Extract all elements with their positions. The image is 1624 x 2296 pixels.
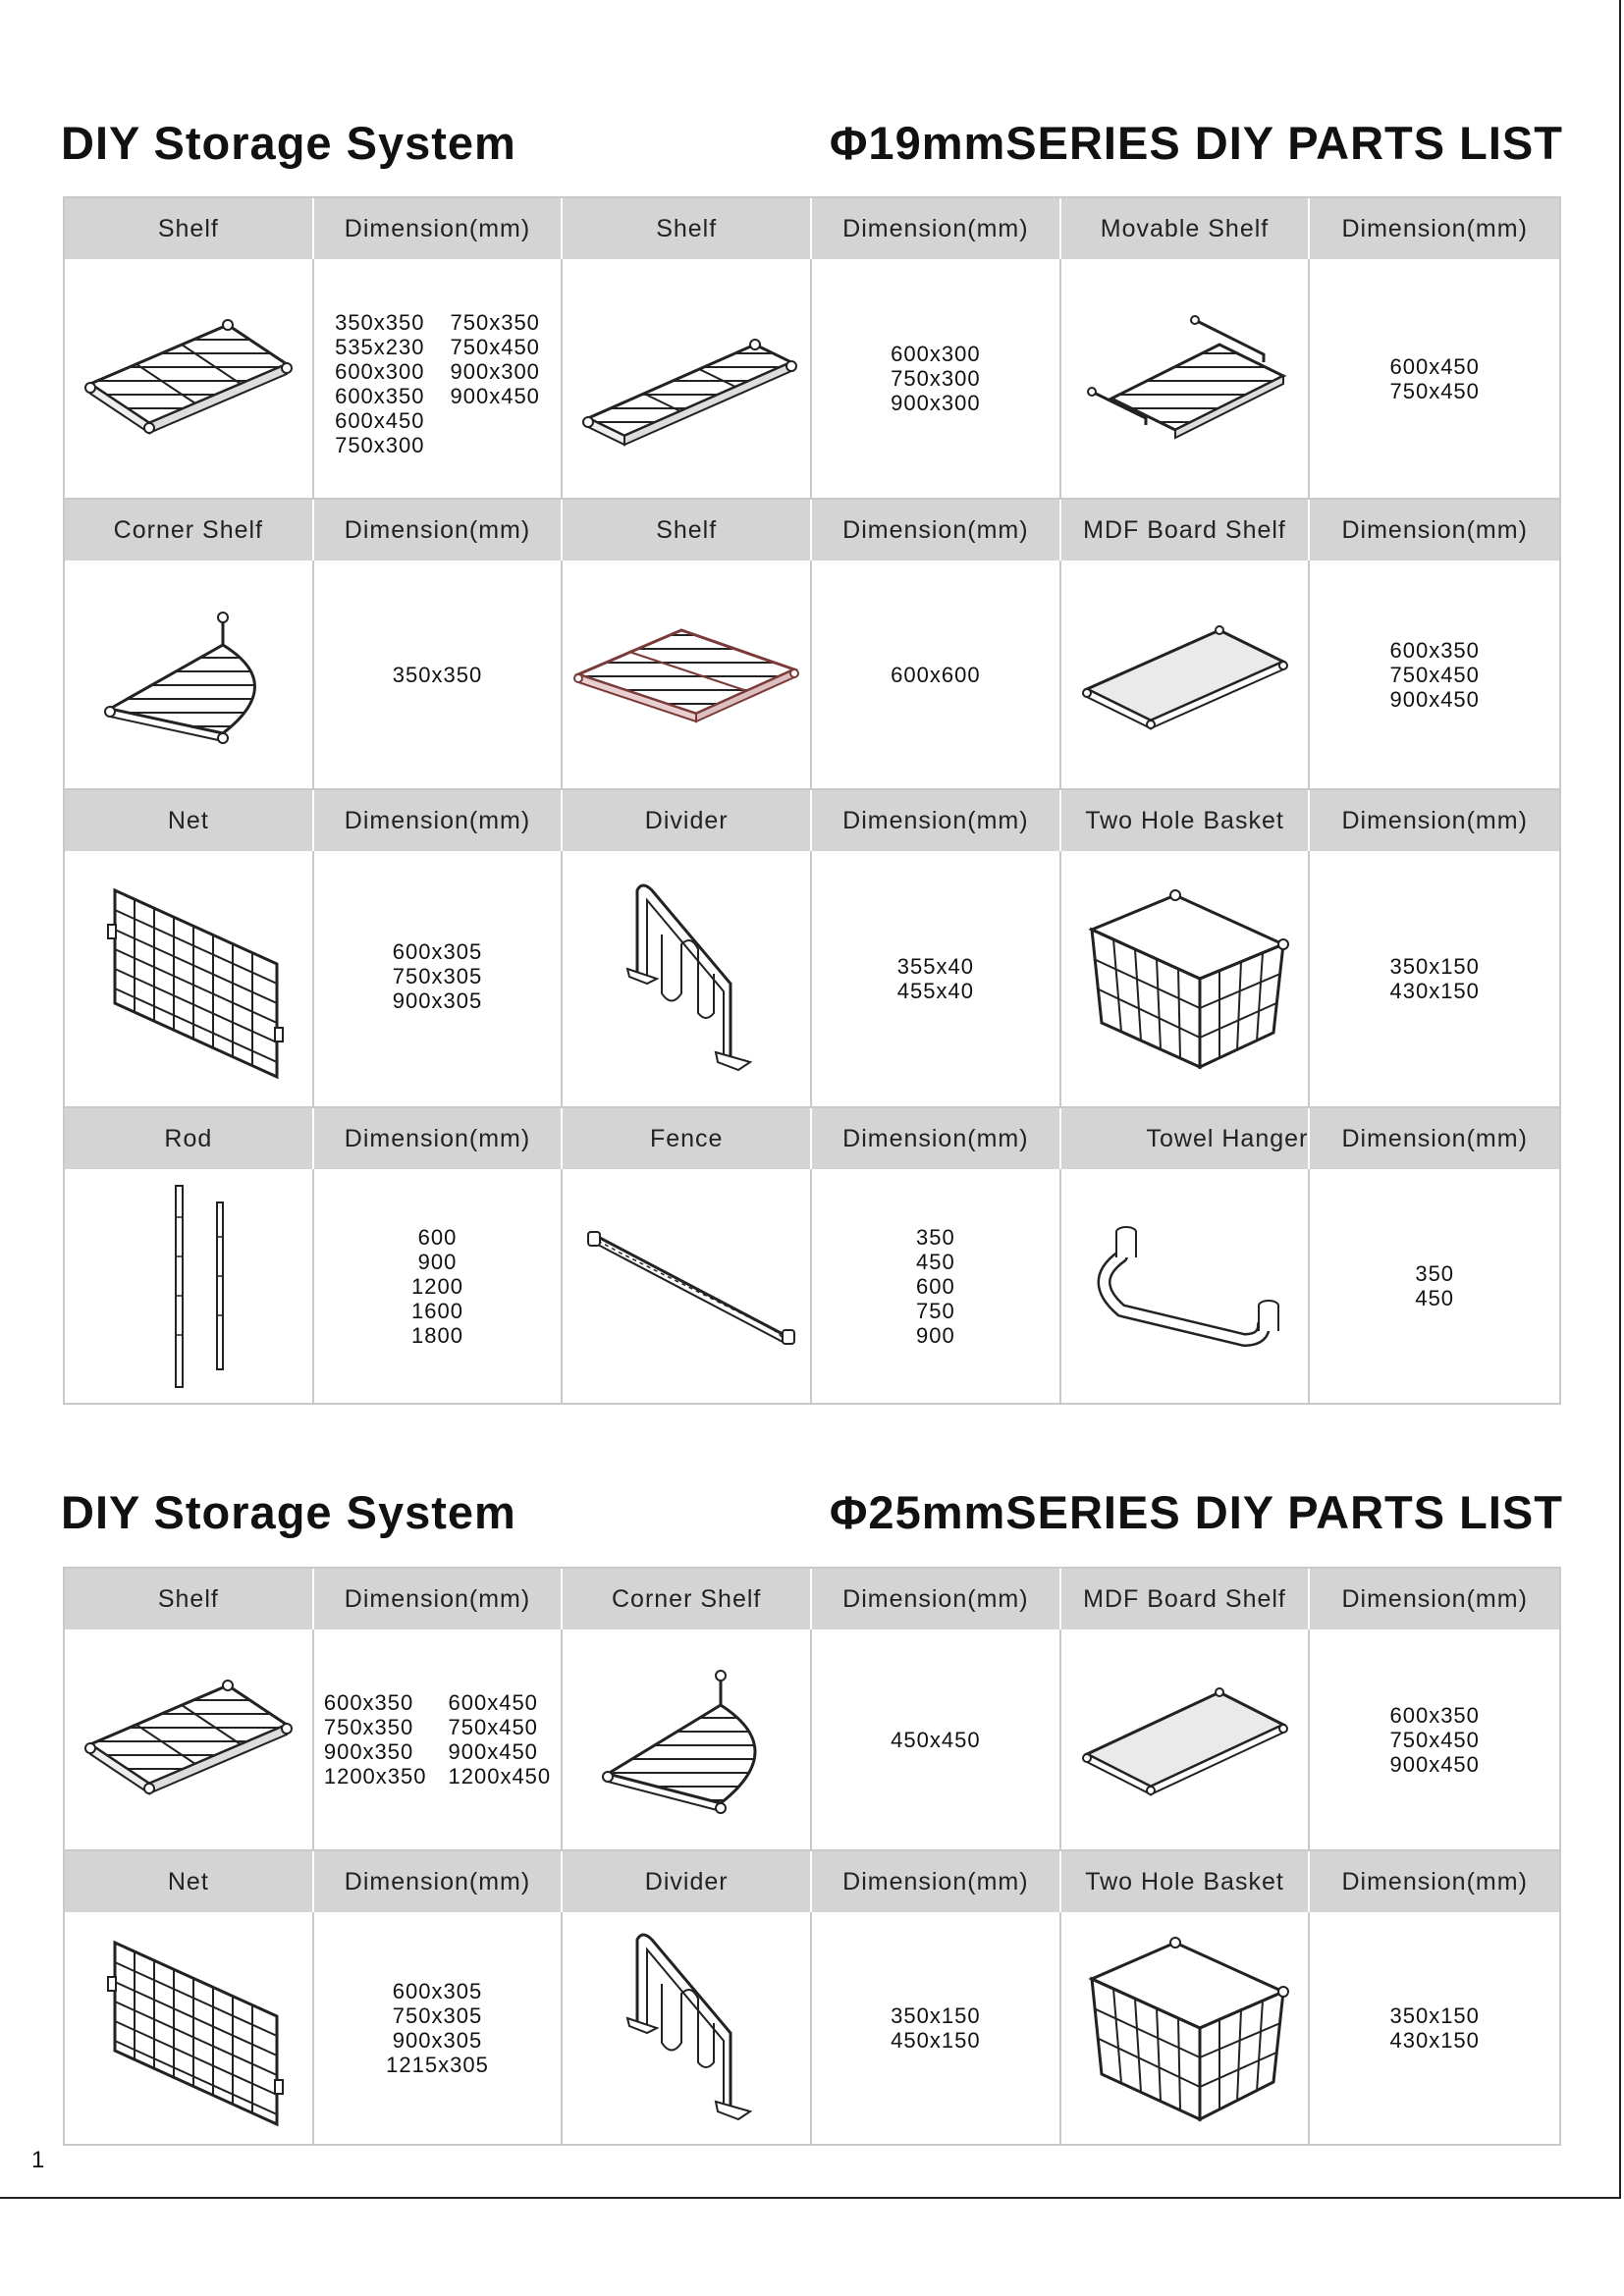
narrow-shelf-image	[563, 259, 812, 498]
dimension-value: 600x600	[891, 662, 981, 687]
dimension-value: 1200x450	[448, 1764, 552, 1789]
dimension-value: 750x450	[1389, 378, 1480, 403]
square-corner-shelf-image	[563, 561, 812, 788]
dimension-value: 600	[915, 1273, 955, 1299]
dimension-value: 535x230	[335, 335, 425, 359]
divider-image	[563, 851, 812, 1106]
corner-shelf-image	[65, 561, 314, 788]
dimension-value: 900x305	[392, 2028, 483, 2053]
two-hole-basket-image	[1061, 1912, 1311, 2144]
dimension-value: 900x300	[891, 391, 981, 415]
header-cell: Net	[65, 1851, 314, 1912]
section2-parts-table	[63, 1567, 1561, 2146]
table-body-row	[65, 259, 1559, 500]
header-cell: Dimension(mm)	[1341, 214, 1528, 242]
dimension-value: 600x350	[1389, 637, 1480, 663]
table-header-row	[65, 1851, 1559, 1912]
movable-shelf-image	[1061, 259, 1311, 498]
dimension-value: 430x150	[1389, 979, 1480, 1003]
dimension-cell	[314, 1629, 564, 1849]
dimension-value: 750x350	[323, 1715, 414, 1739]
table-header-row	[65, 198, 1559, 259]
header-cell: Dimension(mm)	[314, 1569, 564, 1629]
dimension-value: 600x350	[335, 384, 425, 408]
header-cell: Dimension(mm)	[1341, 1124, 1528, 1152]
header-cell: Shelf	[563, 198, 812, 259]
dimension-cell	[314, 1912, 564, 2144]
section1-title-left: DIY Storage System	[61, 117, 516, 169]
header-cell: Dimension(mm)	[1341, 1584, 1528, 1613]
dimension-value: 355x40	[896, 954, 974, 979]
dimension-value: 1215x305	[386, 2053, 489, 2077]
dimension-value	[451, 408, 540, 433]
table-body-row	[65, 1629, 1559, 1851]
dimension-value: 750x450	[1389, 1727, 1480, 1752]
net-image	[65, 851, 314, 1106]
dimension-value: 600x350	[323, 1690, 414, 1715]
dimension-cell	[314, 851, 564, 1106]
dimension-value: 900x300	[450, 359, 540, 384]
header-cell: Two Hole Basket	[1061, 790, 1311, 851]
dimension-value	[451, 433, 540, 457]
header-cell: Shelf	[65, 1569, 314, 1629]
dimension-cell	[812, 561, 1061, 788]
dimension-value: 1200	[411, 1273, 463, 1299]
towel-hanger-image	[1061, 1169, 1311, 1403]
section1-title-right: Φ19mmSERIES DIY PARTS LIST	[829, 117, 1563, 169]
header-cell: Dimension(mm)	[314, 1108, 564, 1169]
dimension-value: 900x450	[1389, 686, 1480, 712]
section2-title-left: DIY Storage System	[61, 1486, 516, 1538]
section1-parts-table	[63, 196, 1561, 1405]
table-body-row	[65, 851, 1559, 1108]
two-hole-basket-image	[1061, 851, 1311, 1106]
header-cell: MDF Board Shelf	[1061, 500, 1311, 561]
dimension-value: 750x300	[891, 366, 981, 391]
dimension-value: 750x305	[392, 2003, 483, 2028]
header-cell: Divider	[563, 790, 812, 851]
header-cell: Divider	[563, 1851, 812, 1912]
dimension-value: 1800	[411, 1322, 463, 1348]
header-cell: Shelf	[65, 198, 314, 259]
dimension-value: 600x300	[335, 359, 425, 384]
header-cell: Rod	[65, 1108, 314, 1169]
header-cell: Dimension(mm)	[812, 790, 1061, 851]
dimension-cell	[812, 1169, 1061, 1403]
page-number: 1	[31, 2147, 45, 2173]
dimension-value: 900x450	[1389, 1751, 1480, 1777]
header-cell: Dimension(mm)	[812, 198, 1061, 259]
dimension-value: 600x305	[392, 939, 483, 964]
divider-image	[563, 1912, 812, 2144]
dimension-value: 900	[915, 1322, 955, 1348]
wire-shelf-image	[65, 259, 314, 498]
dimension-value: 600x450	[1389, 353, 1480, 379]
header-cell: Towel Hanger	[1061, 1108, 1311, 1169]
fence-image	[563, 1169, 812, 1403]
header-cell: Dimension(mm)	[314, 790, 564, 851]
dimension-cell	[1310, 1169, 1559, 1403]
wire-shelf-image	[65, 1629, 314, 1849]
dimension-value: 350x350	[335, 310, 425, 335]
header-cell: Two Hole Basket	[1061, 1851, 1311, 1912]
dimension-value: 750x450	[1389, 662, 1480, 687]
header-cell: Shelf	[563, 500, 812, 561]
header-cell: Dimension(mm)	[812, 1108, 1061, 1169]
dimension-value: 600x300	[891, 342, 981, 366]
dimension-cell	[1310, 851, 1559, 1106]
dimension-value: 750x350	[450, 310, 540, 335]
dimension-value: 900x305	[392, 988, 483, 1013]
dimension-value: 450	[915, 1249, 955, 1274]
dimension-value: 450	[1415, 1286, 1455, 1310]
table-body-row	[65, 1912, 1559, 2144]
dimension-value: 455x40	[896, 979, 974, 1003]
header-cell: Corner Shelf	[563, 1569, 812, 1629]
dimension-value: 430x150	[1389, 2028, 1480, 2053]
dimension-value: 350x150	[1389, 2003, 1480, 2028]
dimension-value: 750x450	[450, 335, 540, 359]
header-cell: Net	[65, 790, 314, 851]
header-cell: Dimension(mm)	[314, 198, 564, 259]
header-cell: Dimension(mm)	[812, 1851, 1061, 1912]
dimension-cell	[812, 851, 1061, 1106]
dimension-cell	[812, 259, 1061, 498]
dimension-cell	[314, 259, 564, 498]
dimension-value: 750x450	[448, 1715, 538, 1739]
dimension-value: 450x450	[891, 1727, 981, 1752]
table-body-row	[65, 1169, 1559, 1403]
dimension-value: 450x150	[891, 2028, 981, 2053]
dimension-value: 750x305	[392, 964, 483, 988]
header-cell: Dimension(mm)	[314, 1851, 564, 1912]
mdf-board-shelf-image	[1061, 1629, 1311, 1849]
header-cell: Dimension(mm)	[1341, 1867, 1528, 1896]
dimension-value: 600x350	[1389, 1702, 1480, 1728]
dimension-value: 1600	[411, 1298, 463, 1323]
dimension-value: 350x150	[1389, 954, 1480, 979]
header-cell: Dimension(mm)	[1341, 515, 1528, 544]
dimension-value: 750x300	[335, 433, 425, 457]
dimension-cell	[1310, 561, 1559, 788]
table-header-row	[65, 1108, 1559, 1169]
net-image	[65, 1912, 314, 2144]
dimension-cell	[812, 1629, 1061, 1849]
header-cell: Corner Shelf	[65, 500, 314, 561]
dimension-value: 600	[417, 1224, 458, 1250]
dimension-value: 1200x350	[323, 1764, 427, 1789]
dimension-value: 350	[915, 1224, 955, 1250]
header-cell: Dimension(mm)	[314, 500, 564, 561]
dimension-value: 350x350	[392, 662, 483, 687]
dimension-value: 900x350	[323, 1739, 414, 1764]
table-header-row	[65, 790, 1559, 851]
section2-heading	[61, 1485, 1563, 1544]
dimension-cell	[314, 1169, 564, 1403]
dimension-value: 600x305	[392, 1979, 483, 2003]
table-header-row	[65, 1569, 1559, 1629]
header-cell: Dimension(mm)	[812, 1569, 1061, 1629]
header-cell: MDF Board Shelf	[1061, 1569, 1311, 1629]
dimension-value: 350x150	[891, 2003, 981, 2028]
table-header-row	[65, 500, 1559, 561]
dimension-value: 750	[915, 1298, 955, 1323]
dimension-cell	[1310, 1912, 1559, 2144]
dimension-value: 600x450	[448, 1690, 538, 1715]
dimension-value: 900x450	[450, 384, 540, 408]
section1-heading	[61, 116, 1563, 175]
dimension-value: 600x450	[335, 408, 425, 433]
header-cell: Fence	[563, 1108, 812, 1169]
rod-image	[65, 1169, 314, 1403]
header-cell: Movable Shelf	[1061, 198, 1311, 259]
header-cell: Dimension(mm)	[1341, 806, 1528, 834]
dimension-cell	[812, 1912, 1061, 2144]
dimension-cell	[1310, 1629, 1559, 1849]
corner-shelf-image	[563, 1629, 812, 1849]
dimension-cell	[314, 561, 564, 788]
dimension-cell	[1310, 259, 1559, 498]
table-body-row	[65, 561, 1559, 790]
dimension-value: 900x450	[448, 1739, 538, 1764]
section2-title-right: Φ25mmSERIES DIY PARTS LIST	[829, 1486, 1563, 1538]
dimension-value: 350	[1415, 1261, 1455, 1286]
dimension-value: 900	[417, 1249, 458, 1274]
mdf-board-shelf-image	[1061, 561, 1311, 788]
header-cell: Dimension(mm)	[812, 500, 1061, 561]
